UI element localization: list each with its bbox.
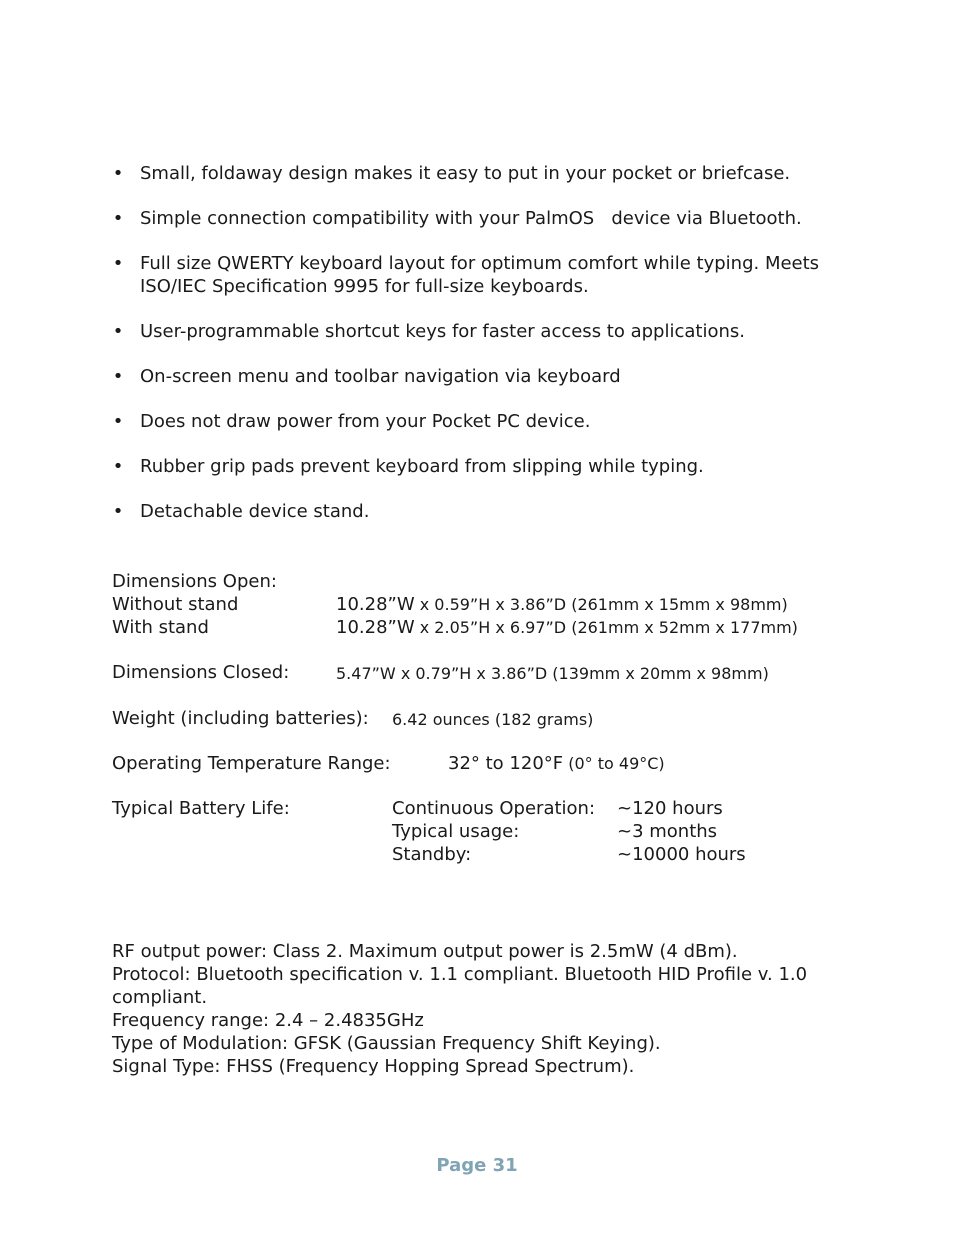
temperature-fahrenheit: 32° to 120°F <box>448 753 564 774</box>
list-item <box>112 410 872 433</box>
battery-life-label: Typical Battery Life: <box>112 798 290 819</box>
list-item <box>112 320 872 343</box>
with-stand-rest: x 2.05”H x 6.97”D (261mm x 52mm x 177mm) <box>414 618 798 637</box>
with-stand-value <box>336 616 798 639</box>
list-item <box>112 207 872 230</box>
battery-mode: Standby: <box>392 844 472 865</box>
rf-modulation: Type of Modulation: GFSK (Gaussian Frequency Shift Keying). <box>112 1033 661 1054</box>
feature-text: Detachable device stand. <box>140 501 370 522</box>
page-number: Page 31 <box>436 1155 518 1176</box>
temperature-label: Operating Temperature Range: <box>112 753 391 774</box>
bullet-icon: • <box>112 321 124 342</box>
feature-text: User-programmable shortcut keys for faster access to applications. <box>140 321 745 342</box>
dimensions-closed-value: 5.47”W x 0.79”H x 3.86”D (139mm x 20mm x 98mm) <box>336 664 769 683</box>
list-item <box>112 500 872 523</box>
weight-value: 6.42 ounces (182 grams) <box>392 710 594 729</box>
without-stand-label: Without stand <box>112 594 239 615</box>
without-stand-value <box>336 593 788 616</box>
temperature-value <box>448 752 665 775</box>
feature-text: Full size QWERTY keyboard layout for optimum comfort while typing. Meets ISO/IEC Specification 9995 for full-size keyboards. <box>140 253 820 297</box>
bullet-icon: • <box>112 411 124 432</box>
dimensions-closed-label: Dimensions Closed: <box>112 662 290 683</box>
feature-list <box>112 162 872 545</box>
bullet-icon: • <box>112 208 124 229</box>
feature-text: On-screen menu and toolbar navigation via keyboard <box>140 366 621 387</box>
with-stand-width: 10.28”W <box>336 617 415 638</box>
list-item <box>112 252 872 298</box>
list-item <box>112 162 872 185</box>
rf-frequency-range: Frequency range: 2.4 – 2.4835GHz <box>112 1010 424 1031</box>
bullet-icon: • <box>112 366 124 387</box>
feature-text: Rubber grip pads prevent keyboard from slipping while typing. <box>140 456 704 477</box>
list-item <box>112 365 872 388</box>
bullet-icon: • <box>112 163 124 184</box>
feature-text: Does not draw power from your Pocket PC device. <box>140 411 591 432</box>
rf-output-power: RF output power: Class 2. Maximum output power is 2.5mW (4 dBm). <box>112 941 738 962</box>
feature-text: Simple connection compatibility with your PalmOS device via Bluetooth. <box>140 208 802 229</box>
bullet-icon: • <box>112 456 124 477</box>
battery-mode: Typical usage: <box>392 821 520 842</box>
weight-label: Weight (including batteries): <box>112 708 369 729</box>
rf-protocol: Protocol: Bluetooth specification v. 1.1 compliant. Bluetooth HID Profile v. 1.0 compliant. <box>112 964 808 1008</box>
list-item <box>112 455 872 478</box>
rf-specs <box>112 940 832 1078</box>
battery-mode: Continuous Operation: <box>392 798 596 819</box>
bullet-icon: • <box>112 253 124 274</box>
rf-signal-type: Signal Type: FHSS (Frequency Hopping Spread Spectrum). <box>112 1056 635 1077</box>
feature-text: Small, foldaway design makes it easy to put in your pocket or briefcase. <box>140 163 791 184</box>
dimensions-open-label: Dimensions Open: <box>112 571 277 592</box>
battery-value: ~120 hours <box>617 798 723 819</box>
bullet-icon: • <box>112 501 124 522</box>
without-stand-rest: x 0.59”H x 3.86”D (261mm x 15mm x 98mm) <box>414 595 788 614</box>
battery-value: ~10000 hours <box>617 844 746 865</box>
temperature-celsius: (0° to 49°C) <box>563 754 665 773</box>
without-stand-width: 10.28”W <box>336 594 415 615</box>
battery-value: ~3 months <box>617 821 718 842</box>
with-stand-label: With stand <box>112 617 209 638</box>
